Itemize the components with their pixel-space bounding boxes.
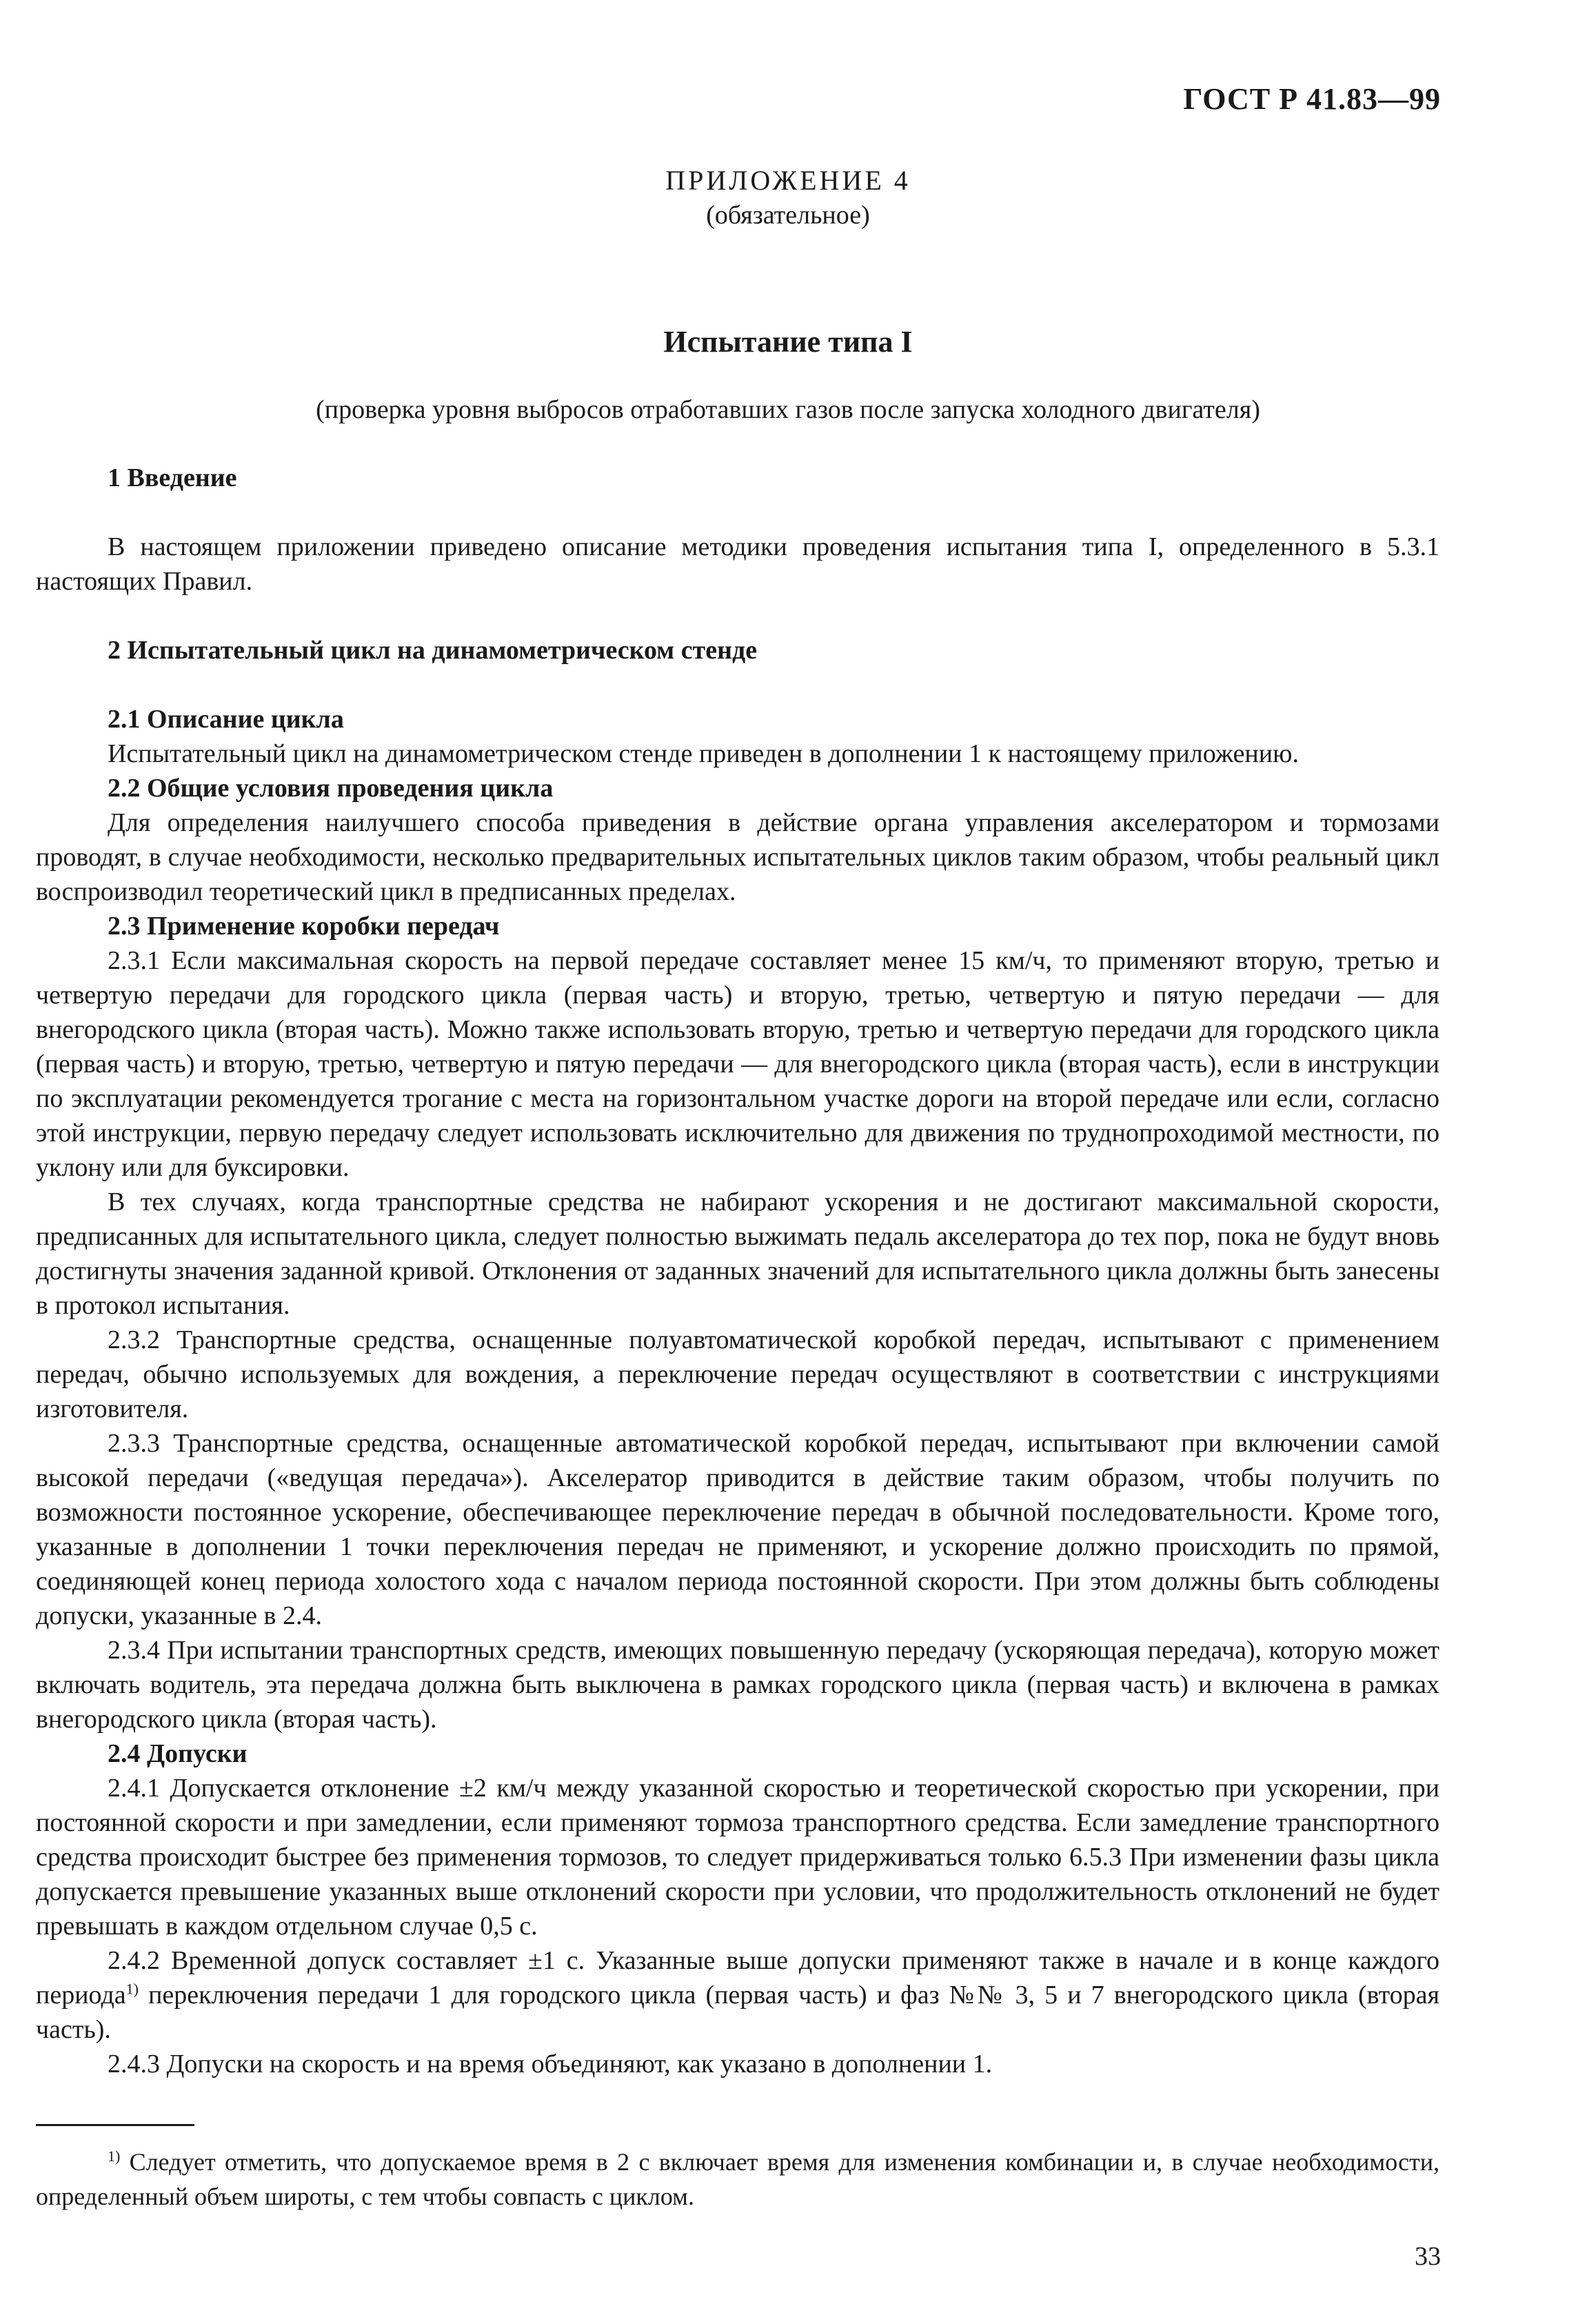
section-2-2-paragraph: Для определения наилучшего способа приведения в действие органа управления акселератором и тормозами проводят, в случае необходимости, несколько предварительных испытательных циклов таким образом, чтобы реальный цикл воспроизводил теоретический цикл в предписанных пределах.: [36, 808, 1439, 906]
standard-code: ГОСТ Р 41.83—99: [1183, 82, 1441, 116]
section-2-4-2-text-a: 2.4.2 Временной допуск составляет ±1 с. Указанные выше допуски применяют также в начале и в конце каждого периода: [36, 1946, 1439, 2010]
section-1-heading: 1 Введение: [108, 463, 237, 492]
footnote-divider: [36, 2124, 194, 2126]
footnote-mark: 1): [108, 2147, 121, 2165]
document-subtitle: (проверка уровня выбросов отработавших газов после запуска холодного двигателя): [316, 395, 1260, 424]
section-2-2-heading: 2.2 Общие условия проведения цикла: [108, 774, 554, 803]
section-1-paragraph: В настоящем приложении приведено описание методики проведения испытания типа I, определенного в 5.3.1 настоящих Правил.: [36, 532, 1439, 596]
footnote-reference: 1): [125, 1980, 139, 1998]
section-2-3-1b-paragraph: В тех случаях, когда транспортные средства не набирают ускорения и не достигают максимальной скорости, предписанных для испытательного цикла, следует полностью выжимать педаль акселератора до тех пор, пока не будут вновь достигнуты значения заданной кривой. Отклонения от заданных значений для испытательного цикла должны быть занесены в протокол испытания.: [36, 1188, 1439, 1320]
footnote: [36, 2145, 1439, 2214]
document-body: [36, 461, 1439, 2081]
footnote-text: Следует отметить, что допускаемое время в 2 с включает время для изменения комбинации и, в случае необходимости, определенный объем широты, с тем чтобы совпасть с циклом.: [36, 2148, 1439, 2210]
section-2-3-3-paragraph: 2.3.3 Транспортные средства, оснащенные автоматической коробкой передач, испытывают при включении самой высокой передачи («ведущая передача»). Акселератор приводится в действие таким образом, чтобы получить по возможности постоянное ускорение, обеспечивающее переключение передач в обычной последовательности. Кроме того, указанные в дополнении 1 точки переключения передач не применяют, и ускорение должно происходить по прямой, соединяющей конец периода холостого хода с началом периода постоянной скорости. При этом должны быть соблюдены допуски, указанные в 2.4.: [36, 1429, 1439, 1630]
section-2-4-2-paragraph: [36, 1943, 1439, 2047]
appendix-title: ПРИЛОЖЕНИЕ 4: [665, 165, 911, 196]
section-2-1-heading: 2.1 Описание цикла: [108, 705, 344, 734]
section-2-3-1-paragraph: 2.3.1 Если максимальная скорость на первой передаче составляет менее 15 км/ч, то применяют вторую, третью и четвертую передачи для городского цикла (первая часть) и вторую, третью, четвертую и пятую передачи — для внегородского цикла (вторая часть). Можно также использовать вторую, третью и четвертую передачи для городского цикла (первая часть) и вторую, третью, четвертую и пятую передачи — для внегородского цикла (вторая часть), если в инструкции по эксплуатации рекомендуется трогание с места на горизонтальном участке дороги на второй передаче или если, согласно этой инструкции, первую передачу следует использовать исключительно для движения по труднопроходимой местности, по уклону или для буксировки.: [36, 946, 1439, 1182]
section-2-3-heading: 2.3 Применение коробки передач: [108, 912, 500, 941]
section-2-4-heading: 2.4 Допуски: [108, 1739, 247, 1768]
appendix-subtitle: (обязательное): [706, 201, 870, 230]
section-2-3-4-paragraph: 2.3.4 При испытании транспортных средств, имеющих повышенную передачу (ускоряющая передача), которую может включать водитель, эта передача должна быть выключена в рамках городского цикла (первая часть) и включена в рамках внегородского цикла (вторая часть).: [36, 1636, 1439, 1734]
document-title: Испытание типа I: [663, 325, 913, 359]
section-2-3-2-paragraph: 2.3.2 Транспортные средства, оснащенные полуавтоматической коробкой передач, испытывают с применением передач, обычно используемых для вождения, а переключение передач осуществляют в соответствии с инструкциями изготовителя.: [36, 1325, 1439, 1423]
section-2-1-paragraph: Испытательный цикл на динамометрическом стенде приведен в дополнении 1 к настоящему приложению.: [108, 739, 1299, 768]
section-2-4-2-text-b: переключения передачи 1 для городского цикла (первая часть) и фаз №№ 3, 5 и 7 внегородского цикла (вторая часть).: [36, 1981, 1439, 2044]
section-2-heading: 2 Испытательный цикл на динамометрическом стенде: [108, 636, 758, 665]
page-number: 33: [1415, 2242, 1441, 2271]
section-2-4-3-paragraph: 2.4.3 Допуски на скорость и на время объединяют, как указано в дополнении 1.: [108, 2050, 993, 2078]
section-2-4-1-paragraph: 2.4.1 Допускается отклонение ±2 км/ч между указанной скоростью и теоретической скоростью при ускорении, при постоянной скорости и при замедлении, если применяют тормоза транспортного средства. Если замедление транспортного средства происходит быстрее без применения тормозов, то следует придерживаться только 6.5.3 При изменении фазы цикла допускается превышение указанных выше отклонений скорости при условии, что продолжительность отклонений не будет превышать в каждом отдельном случае 0,5 с.: [36, 1774, 1439, 1941]
